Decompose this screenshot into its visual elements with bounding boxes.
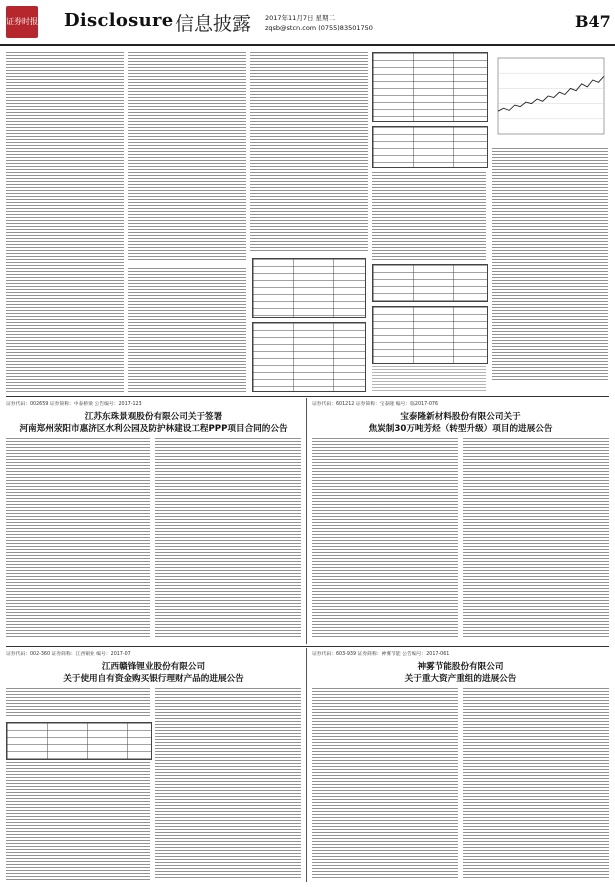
- issue-date: 2017年11月7日 星期二: [265, 14, 336, 22]
- contact-info: zqsb@stcn.com (0755)83501750: [265, 24, 373, 32]
- text-column: [372, 172, 486, 260]
- page-number: B47: [575, 12, 611, 31]
- newspaper-logo: [6, 6, 38, 38]
- announcement-body: [6, 438, 150, 638]
- section-divider: [6, 396, 609, 397]
- announcement-body: [463, 688, 609, 880]
- text-column: [492, 148, 608, 380]
- text-column: [128, 268, 246, 392]
- announcement-meta: 证券代码：002-360 证券简称：江西铜业 编号：2017-07: [6, 652, 131, 657]
- announcement-title: 江西赣锋锂业股份有限公司: [101, 662, 206, 672]
- announcement-body: [155, 688, 301, 880]
- price-line-chart: [492, 52, 608, 142]
- announcement-title: 焦炭制30万吨芳烃（转型升级）项目的进展公告: [368, 424, 553, 434]
- announcement-body: [6, 762, 150, 880]
- text-column: [6, 52, 124, 392]
- column-divider: [306, 398, 307, 644]
- announcement-title: 关于使用自有资金购买银行理财产品的进展公告: [63, 674, 244, 684]
- announcement-meta: 证券代码：603-939 证券简称：神雾节能 公告编号：2017-061: [312, 652, 450, 657]
- announcement-body: [463, 438, 609, 638]
- text-column: [128, 52, 246, 262]
- data-table: [372, 264, 488, 302]
- data-table: [372, 306, 488, 364]
- data-table: [252, 258, 366, 318]
- announcement-title: 宝泰隆新材料股份有限公司关于: [400, 412, 521, 422]
- data-table: [372, 126, 488, 168]
- logo-text: 证券时报: [6, 17, 38, 26]
- text-column: [372, 366, 486, 392]
- announcement-meta: 证券代码：601212 证券简称：宝泰隆 编号：临2017-076: [312, 402, 439, 407]
- section-title-en: Disclosure: [64, 10, 174, 31]
- announcement-body: [312, 688, 458, 880]
- announcement-body: [6, 688, 150, 718]
- announcement-title: 关于重大资产重组的进展公告: [404, 674, 517, 684]
- chart-series-line: [498, 76, 604, 111]
- announcement-title: 神雾节能股份有限公司: [417, 662, 504, 672]
- text-column: [250, 52, 368, 252]
- data-table: [6, 722, 152, 760]
- announcement-title: 江苏东珠景观股份有限公司关于签署: [84, 412, 223, 422]
- chart-frame: [498, 58, 604, 134]
- section-divider: [6, 646, 609, 647]
- data-table: [252, 322, 366, 392]
- column-divider: [306, 648, 307, 882]
- section-title-cn: 信息披露: [175, 13, 252, 35]
- announcement-body: [312, 438, 458, 638]
- announcement-meta: 证券代码：002659 证券简称：中泰桥梁 公告编号：2017-123: [6, 402, 142, 407]
- announcement-body: [155, 438, 301, 638]
- announcement-title: 河南郑州荥阳市惠济区水利公园及防护林建设工程PPP项目合同的公告: [19, 424, 288, 434]
- data-table: [372, 52, 488, 122]
